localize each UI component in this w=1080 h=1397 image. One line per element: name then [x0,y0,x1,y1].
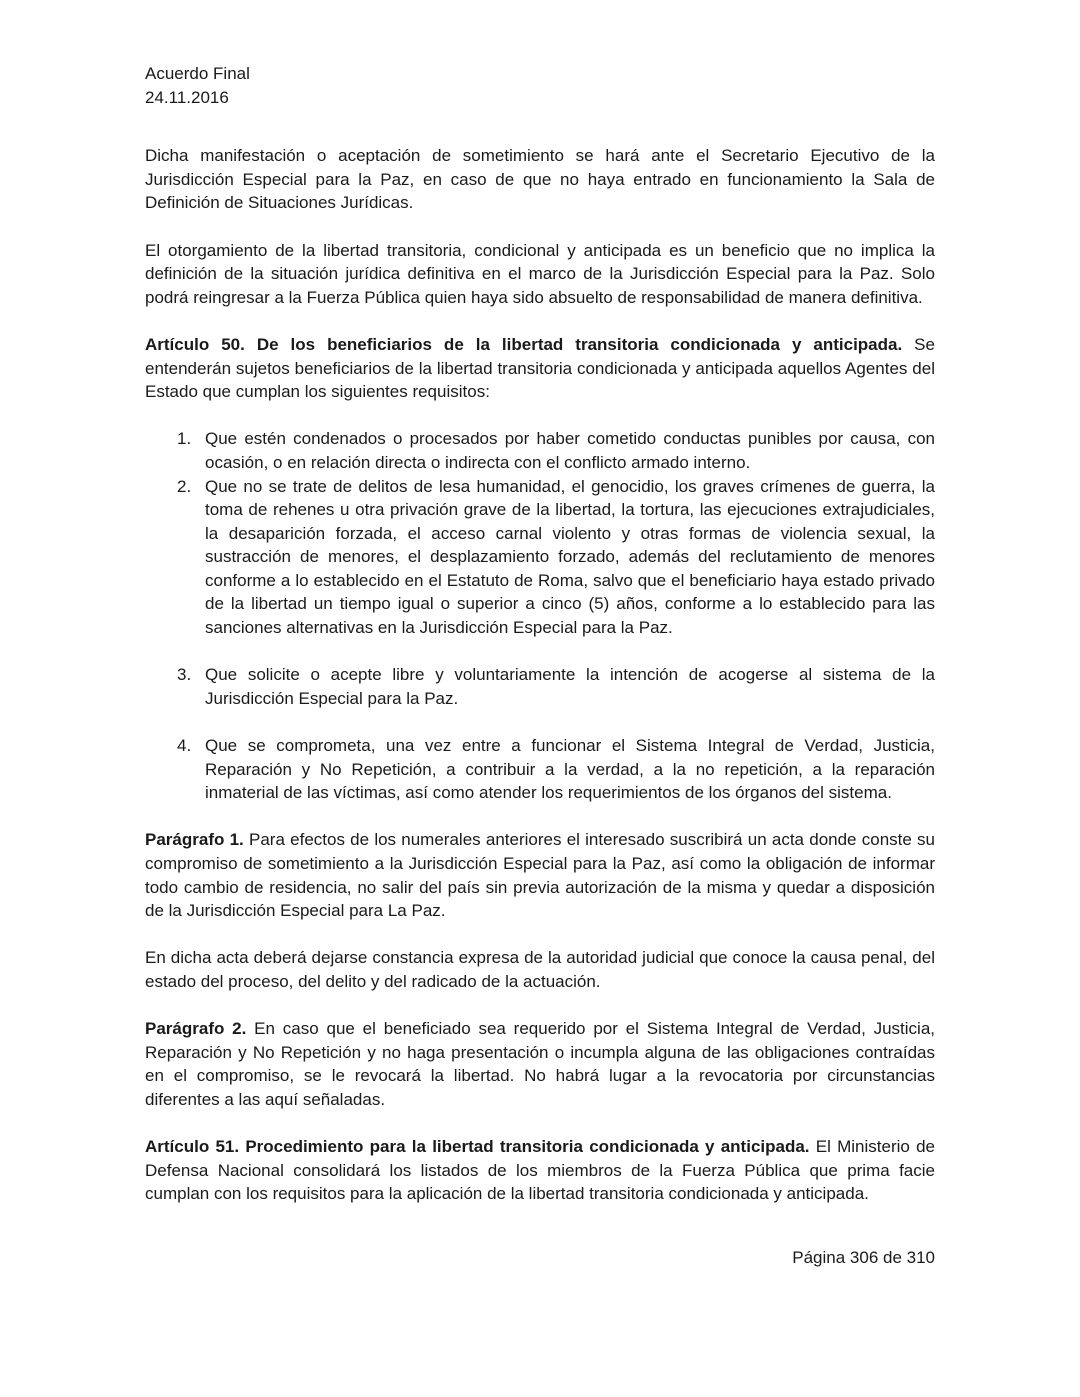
list-item-spacer [145,640,935,664]
article-50-heading: Artículo 50. De los beneficiarios de la libertad transitoria condicionada y anticipada. [145,334,903,354]
paragraph-benefit: El otorgamiento de la libertad transitoria, condicional y anticipada es un beneficio que no implica la definición de la situación jurídica definitiva en el marco de la Jurisdicción Especial para la Paz. Solo podrá reingresar a la Fuerza Pública quien haya sido absuelto de responsabilidad de manera definitiva. [145,240,935,307]
article-51-heading: Artículo 51. Procedimiento para la libertad transitoria condicionada y anticipada. [145,1137,810,1157]
paragraph-2 [145,1017,935,1111]
list-item-text: Que solicite o acepte libre y voluntariamente la intención de acogerse al sistema de la Jurisdicción Especial para la Paz. [205,665,935,708]
list-item-number: 2. [177,476,192,496]
document-date: 24.11.2016 [145,87,229,107]
list-item-number: 1. [177,429,192,449]
paragraph-submission: Dicha manifestación o aceptación de sometimiento se hará ante el Secretario Ejecutivo de la Jurisdicción Especial para la Paz, en caso de que no haya entrado en funcionamiento la Sala de Definición de Situaciones Jurídicas. [145,146,935,213]
list-item [145,475,935,640]
list-item [145,734,935,805]
page-number: Página 306 de 310 [792,1248,935,1267]
article-51 [145,1135,935,1206]
article-50 [145,333,935,404]
article-51-text: El Ministerio de Defensa Nacional consolidará los listados de los miembros de la Fuerza Pública que prima facie cumplan con los requisitos para la aplicación de la libertad transitoria condicionada y anticipada. [145,1137,936,1204]
paragraph-1-record: En dicha acta deberá dejarse constancia expresa de la autoridad judicial que conoce la causa penal, del estado del proceso, del delito y del radicado de la actuación. [145,948,935,991]
document-title: Acuerdo Final [145,64,250,83]
list-item-number: 4. [177,736,192,756]
requirements-list [145,427,935,805]
paragraph-1-text: Para efectos de los numerales anteriores el interesado suscribirá un acta donde conste su compromiso de sometimiento a la Jurisdicción Especial para la Paz, así como la obligación de informar todo cambio de residencia, no salir del país sin previa autorización de la misma y quedar a disposición de la Jurisdicción Especial para La Paz. [145,830,936,921]
list-item-text: Que se comprometa, una vez entre a funcionar el Sistema Integral de Verdad, Justicia, Reparación y No Repetición, a contribuir a la verdad, a la no repetición, a la reparación inmaterial de las víctimas, así como atender los requerimientos de los órganos del sistema. [205,736,935,803]
list-item-spacer [145,710,935,734]
list-item-text: Que no se trate de delitos de lesa humanidad, el genocidio, los graves crímenes de guerra, la toma de rehenes u otra privación grave de la libertad, la tortura, las ejecuciones extrajudiciales, la desaparición forzada, el acceso carnal violento y otras formas de violencia sexual, la sustracción de menores, el desplazamiento forzado, además del reclutamiento de menores conforme a lo establecido en el Estatuto de Roma, salvo que el beneficiario haya estado privado de la libertad un tiempo igual o superior a cinco (5) años, conforme a lo establecido para las sanciones alternativas en la Jurisdicción Especial para la Paz. [205,476,935,638]
list-item [145,663,935,710]
paragraph-1-label: Parágrafo 1. [145,830,244,850]
document-page [145,62,935,1206]
article-50-text: Se entenderán sujetos beneficiarios de la libertad transitoria condicionada y anticipada aquellos Agentes del Estado que cumplan los siguientes requisitos: [145,334,935,402]
paragraph-1 [145,828,935,922]
list-item-text: Que estén condenados o procesados por haber cometido conductas punibles por causa, con ocasión, o en relación directa o indirecta con el conflicto armado interno. [205,429,935,472]
paragraph-2-text: En caso que el beneficiado sea requerido por el Sistema Integral de Verdad, Justicia, Reparación y No Repetición y no haga presentación o incumpla alguna de las obligaciones contraídas en el compromiso, se le revocará la libertad. No habrá lugar a la revocatoria por circunstancias diferentes a las aquí señaladas. [145,1019,936,1109]
paragraph-2-label: Parágrafo 2. [145,1019,247,1039]
list-item [145,427,935,474]
list-item-number: 3. [177,665,192,685]
